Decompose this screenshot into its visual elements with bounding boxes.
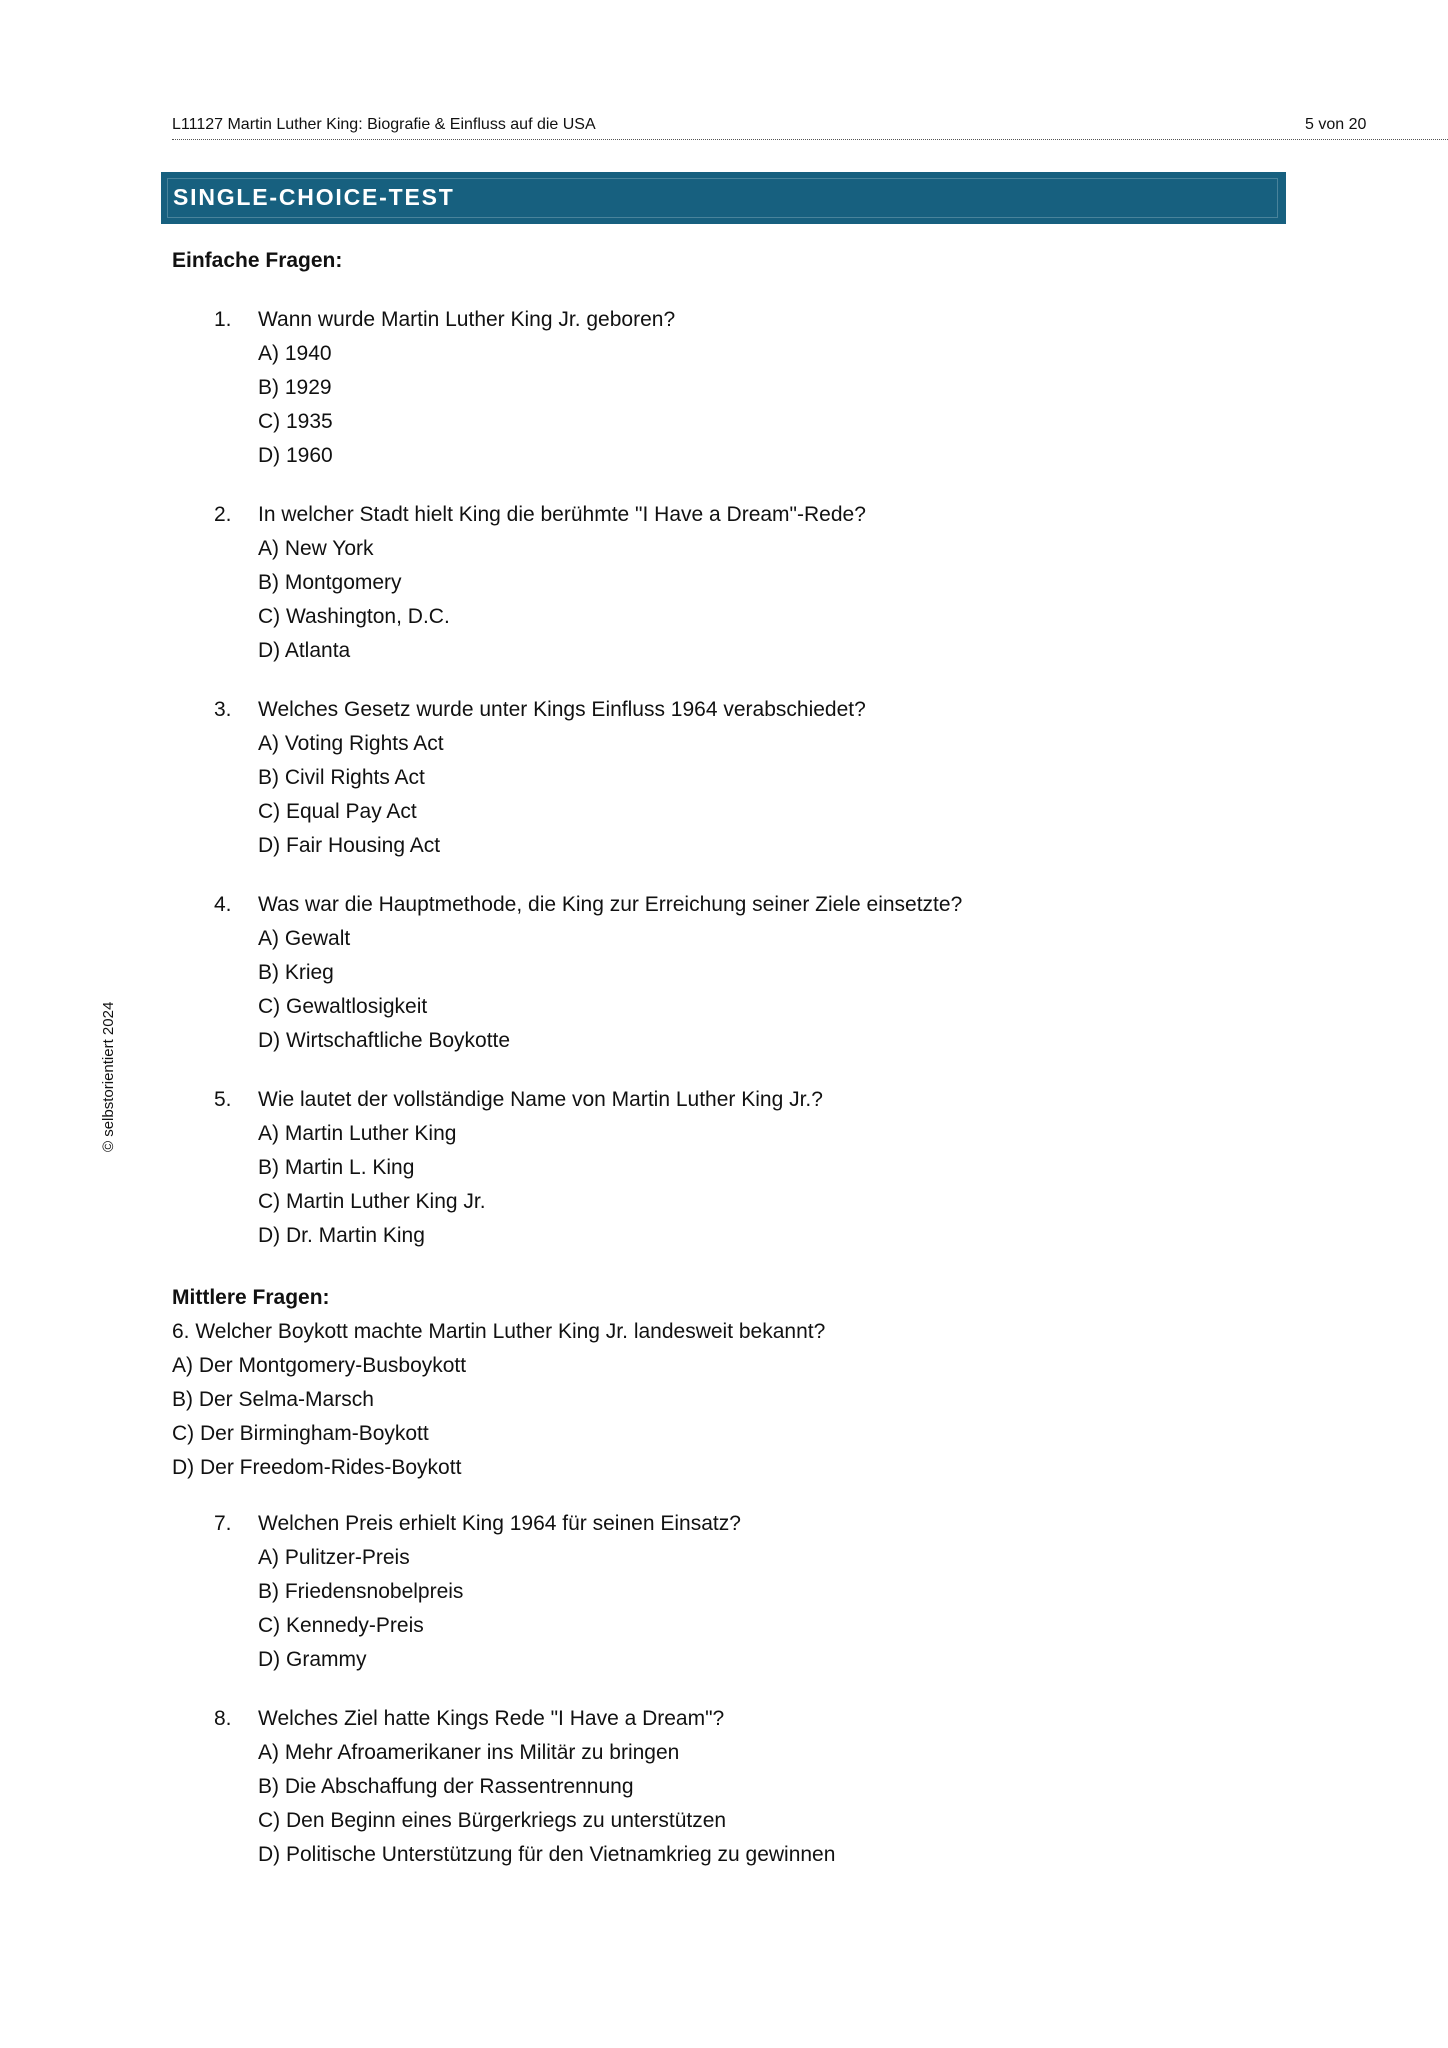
option-a[interactable]: A) 1940 xyxy=(258,342,332,365)
options-list xyxy=(258,337,333,473)
option-b[interactable]: B) Krieg xyxy=(258,961,334,984)
question-number: 1. xyxy=(214,308,232,331)
question-text: Was war die Hauptmethode, die King zur Erreichung seiner Ziele einsetzte? xyxy=(258,893,963,916)
option-a[interactable]: A) Pulitzer-Preis xyxy=(258,1546,410,1569)
option-c[interactable]: C) Den Beginn eines Bürgerkriegs zu unterstützen xyxy=(258,1809,727,1832)
option-d[interactable]: D) Atlanta xyxy=(258,639,351,662)
options-list xyxy=(258,922,510,1058)
option-d[interactable]: D) Wirtschaftliche Boykotte xyxy=(258,1029,511,1052)
option-c[interactable]: C) Washington, D.C. xyxy=(258,605,450,628)
question-text: 6. Welcher Boykott machte Martin Luther King Jr. landesweit bekannt? xyxy=(172,1320,826,1343)
section-title-medium: Mittlere Fragen: xyxy=(172,1286,330,1309)
option-d[interactable]: D) Dr. Martin King xyxy=(258,1224,425,1247)
question-text: Wie lautet der vollständige Name von Martin Luther King Jr.? xyxy=(258,1088,823,1111)
option-d[interactable]: D) Grammy xyxy=(258,1648,367,1671)
option-d[interactable]: D) 1960 xyxy=(258,444,333,467)
question-text: Welchen Preis erhielt King 1964 für seinen Einsatz? xyxy=(258,1512,741,1535)
question-number: 2. xyxy=(214,503,232,526)
option-d[interactable]: D) Politische Unterstützung für den Vietnamkrieg zu gewinnen xyxy=(258,1843,836,1866)
page-number: 5 von 20 xyxy=(1305,116,1367,133)
option-b[interactable]: B) 1929 xyxy=(258,376,332,399)
section-title-easy: Einfache Fragen: xyxy=(172,249,343,272)
document-title: L11127 Martin Luther King: Biografie & Einfluss auf die USA xyxy=(172,116,596,133)
option-c[interactable]: C) Gewaltlosigkeit xyxy=(258,995,428,1018)
option-b[interactable]: B) Martin L. King xyxy=(258,1156,415,1179)
copyright-notice: © selbstorientiert 2024 xyxy=(100,1001,117,1152)
option-c[interactable]: C) 1935 xyxy=(258,410,333,433)
question-number: 7. xyxy=(214,1512,232,1535)
question-text: Wann wurde Martin Luther King Jr. geboren? xyxy=(258,308,676,331)
option-a[interactable]: A) New York xyxy=(258,537,374,560)
banner-heading: SINGLE-CHOICE-TEST xyxy=(173,184,455,210)
question-number: 3. xyxy=(214,698,232,721)
option-a[interactable]: A) Voting Rights Act xyxy=(258,732,444,755)
option-a[interactable]: A) Martin Luther King xyxy=(258,1122,457,1145)
page-header xyxy=(172,114,1448,140)
options-list xyxy=(258,532,450,668)
options-list xyxy=(258,1117,486,1253)
question-number: 4. xyxy=(214,893,232,916)
option-a[interactable]: A) Der Montgomery-Busboykott xyxy=(172,1354,467,1377)
option-c[interactable]: C) Kennedy-Preis xyxy=(258,1614,424,1637)
option-d[interactable]: D) Fair Housing Act xyxy=(258,834,441,857)
option-c[interactable]: C) Martin Luther King Jr. xyxy=(258,1190,486,1213)
options-list xyxy=(258,1736,835,1872)
question-text: Welches Ziel hatte Kings Rede "I Have a Dream"? xyxy=(258,1707,725,1730)
option-b[interactable]: B) Die Abschaffung der Rassentrennung xyxy=(258,1775,634,1798)
option-b[interactable]: B) Montgomery xyxy=(258,571,402,594)
question-text: Welches Gesetz wurde unter Kings Einfluss 1964 verabschiedet? xyxy=(258,698,866,721)
question-6 xyxy=(172,1315,825,1485)
option-c[interactable]: C) Equal Pay Act xyxy=(258,800,417,823)
options-list xyxy=(258,1541,463,1677)
option-b[interactable]: B) Friedensnobelpreis xyxy=(258,1580,464,1603)
option-b[interactable]: B) Civil Rights Act xyxy=(258,766,425,789)
question-text: In welcher Stadt hielt King die berühmte "I Have a Dream"-Rede? xyxy=(258,503,866,526)
options-list xyxy=(258,727,444,863)
section-banner xyxy=(161,172,1286,224)
option-a[interactable]: A) Mehr Afroamerikaner ins Militär zu bringen xyxy=(258,1741,680,1764)
option-c[interactable]: C) Der Birmingham-Boykott xyxy=(172,1422,429,1445)
option-b[interactable]: B) Der Selma-Marsch xyxy=(172,1388,374,1411)
question-number: 8. xyxy=(214,1707,232,1730)
option-a[interactable]: A) Gewalt xyxy=(258,927,351,950)
option-d[interactable]: D) Der Freedom-Rides-Boykott xyxy=(172,1456,462,1479)
question-number: 5. xyxy=(214,1088,232,1111)
